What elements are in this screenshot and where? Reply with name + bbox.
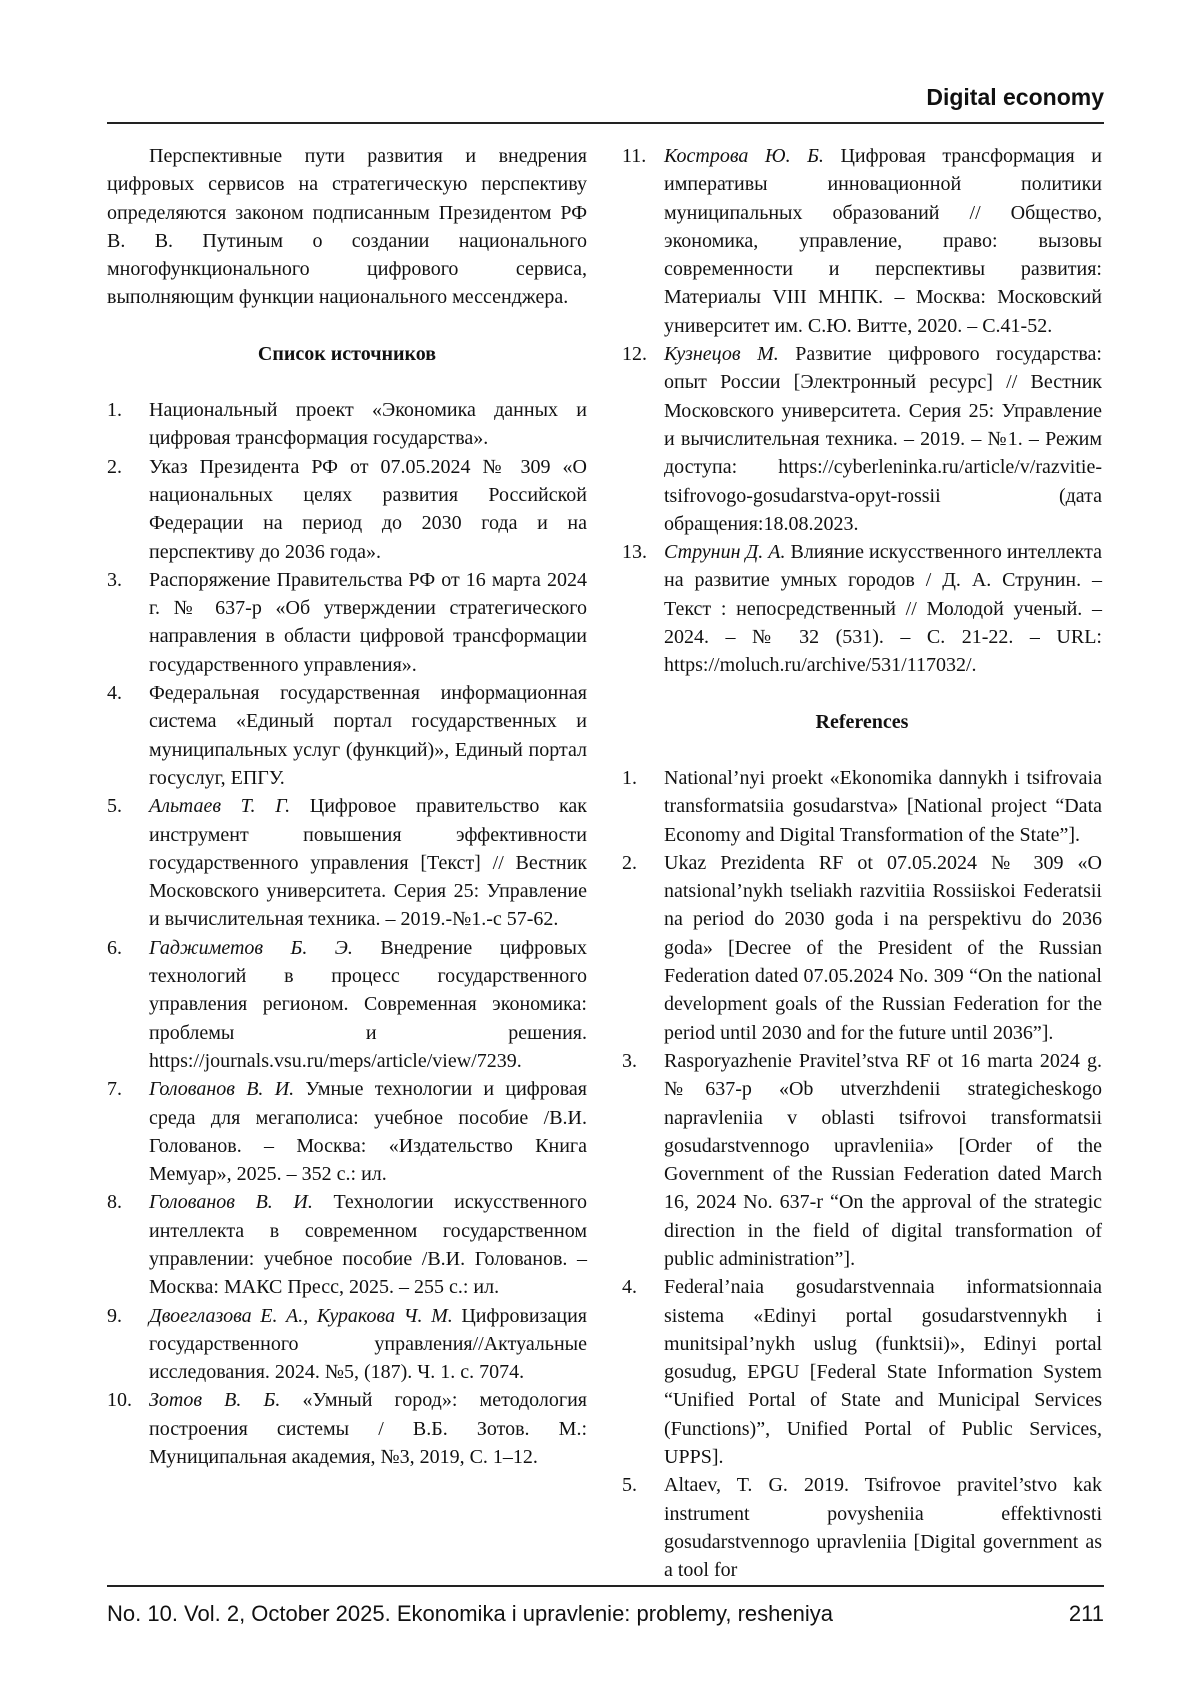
list-item [107,792,587,933]
item-text: Цифровое правительство как инструмент повышения эффективности государственного управления [Текст] // Вестник Московского университета. Серия 25: Управление и вычислительная техника. – 2019.-№1.-с 57-62. [149,795,587,930]
list-item [622,1273,1102,1471]
item-number: 11. [622,142,646,170]
sources-heading: Список источников [107,340,587,368]
item-number: 2. [622,849,637,877]
page-number: 211 [1069,1601,1104,1627]
item-author: Кострова Ю. Б. [664,145,824,167]
sources-list-continued [622,142,1102,680]
body-paragraph: Перспективные пути развития и внедрения цифровых сервисов на стратегическую перспективу определяются законом подписанным Президентом РФ В. В. Путиным о создании национального многофункционального цифрового сервиса, выполняющим функции национального мессенджера. [107,142,587,312]
item-number: 1. [622,764,637,792]
item-number: 1. [107,396,122,424]
item-text: Federal’naia gosudarstvennaia informatsionnaia sistema «Edinyi portal gosudarstvennykh i munitsipal’nykh uslug (funktsii)», Edinyi portal gosudug, EPGU [Federal State Information System “Unified Portal of State and Municipal Services (Functions)”, Unified Portal of Public Services, UPPS]. [664,1276,1102,1468]
item-author: Альтаев Т. Г. [149,795,290,817]
item-author: Голованов В. И. [149,1191,313,1213]
left-column [107,142,587,1471]
item-text: Умные технологии и цифровая среда для мегаполиса: учебное пособие /В.И. Голованов. – Москва: «Издательство Книга Мемуар», 2025. – 352 с.: ил. [149,1078,587,1185]
item-text: Цифровизация государственного управления//Актуальные исследования. 2024. №5, (187). Ч. 1. с. 7074. [149,1305,587,1384]
item-number: 13. [622,538,647,566]
item-number: 6. [107,934,122,962]
item-number: 5. [622,1471,637,1499]
item-text: Цифровая трансформация и императивы инновационной политики муниципальных образований // Общество, экономика, управление, право: вызовы современности и перспективы развития: Материалы VIII МНПК. – Москва: Московский университет им. С.Ю. Витте, 2020. – С.41-52. [664,145,1102,337]
item-number: 9. [107,1302,122,1330]
list-item [107,453,587,566]
running-header [107,80,1104,124]
item-author: Голованов В. И. [149,1078,294,1100]
list-item [107,1302,587,1387]
list-item [107,396,587,453]
references-heading: References [622,708,1102,736]
item-number: 4. [622,1273,637,1301]
running-footer [107,1585,1104,1587]
list-item [622,849,1102,1047]
item-text: Внедрение цифровых технологий в процесс государственного управления регионом. Современная экономика: проблемы и решения. https://journals.vsu.ru/meps/article/view/7239. [149,937,587,1072]
section-title: Digital economy [926,84,1104,111]
item-text: Ukaz Prezidenta RF ot 07.05.2024 № 309 «O natsional’nykh tseliakh razvitiia Rossiiskoi Federatsii na period do 2030 goda i na perspektivu do 2036 goda» [Decree of the President of the Russian Federation dated 07.05.2024 No. 309 “On the national development goals of the Russian Federation for the period until 2030 and for the future until 2036”]. [664,852,1102,1044]
list-item [107,679,587,792]
item-text: Указ Президента РФ от 07.05.2024 № 309 «О национальных целях развития Российской Федерации на период до 2030 года и на перспективу до 2036 года». [149,456,587,563]
item-number: 10. [107,1386,132,1414]
journal-info: No. 10. Vol. 2, October 2025. Ekonomika i upravlenie: problemy, resheniya [107,1601,833,1627]
list-item [622,340,1102,538]
list-item [107,566,587,679]
item-number: 3. [107,566,122,594]
item-text: Технологии искусственного интеллекта в современном государственном управлении: учебное пособие /В.И. Голованов. – Москва: МАКС Пресс, 2025. – 255 с.: ил. [149,1191,587,1298]
item-number: 8. [107,1188,122,1216]
item-text: Altaev, T. G. 2019. Tsifrovoe pravitel’stvo kak instrument povysheniia effektivnosti gosudarstvennogo upravleniia [Digital government as a tool for [664,1474,1102,1581]
item-author: Зотов В. Б. [149,1389,280,1411]
list-item [622,764,1102,849]
list-item [622,1047,1102,1273]
item-author: Гаджиметов Б. Э. [149,937,353,959]
item-text: National’nyi proekt «Ekonomika dannykh i tsifrovaia transformatsiia gosudarstva» [National project “Data Economy and Digital Transformation of the State”]. [664,767,1102,846]
item-text: Федеральная государственная информационная система «Единый портал государственных и муниципальных услуг (функций)», Единый портал госуслуг, ЕПГУ. [149,682,587,789]
item-text: Национальный проект «Экономика данных и цифровая трансформация государства». [149,399,587,449]
item-author: Струнин Д. А. [664,541,785,563]
item-author: Кузнецов М. [664,343,779,365]
item-number: 3. [622,1047,637,1075]
item-number: 7. [107,1075,122,1103]
list-item [107,1386,587,1471]
list-item [107,934,587,1075]
list-item [107,1075,587,1188]
item-text: Развитие цифрового государства: опыт России [Электронный ресурс] // Вестник Московского университета. Серия 25: Управление и вычислительная техника. – 2019. – №1. – Режим доступа: https://cyberleninka.ru/article/v/razvitie-tsifrovogo-gosudarstva-opyt-rossii (дата обращения:18.08.2023. [664,343,1102,535]
item-text: Распоряжение Правительства РФ от 16 марта 2024 г. № 637-р «Об утверждении стратегического направления в области цифровой трансформации государственного управления». [149,569,587,676]
list-item [622,538,1102,679]
item-text: Rasporyazhenie Pravitel’stva RF ot 16 marta 2024 g. №637-р «Ob utverzhdenii strategicheskogo napravleniia v oblasti tsifrovoi transformatsii gosudarstvennogo upravleniia» [Order of the Government of the Russian Federation dated March 16, 2024 No. 637-r “On the approval of the strategic direction in the field of digital transformation of public administration”]. [664,1050,1102,1270]
list-item [622,1471,1102,1584]
right-column [622,142,1102,1585]
item-number: 4. [107,679,122,707]
item-number: 2. [107,453,122,481]
list-item [107,1188,587,1301]
references-list [622,764,1102,1585]
list-item [622,142,1102,340]
item-text: «Умный город»: методология построения системы / В.Б. Зотов. М.: Муниципальная академия, №3, 2019, С. 1–12. [149,1389,587,1468]
item-author: Двоеглазова Е. А., Куракова Ч. М. [149,1305,453,1327]
item-number: 12. [622,340,647,368]
item-text: Влияние искусственного интеллекта на развитие умных городов / Д. А. Струнин. – Текст : непосредственный // Молодой ученый. – 2024. – № 32 (531). – С. 21-22. – URL: https://moluch.ru/archive/531/117032/. [664,541,1102,676]
item-number: 5. [107,792,122,820]
sources-list [107,396,587,1471]
